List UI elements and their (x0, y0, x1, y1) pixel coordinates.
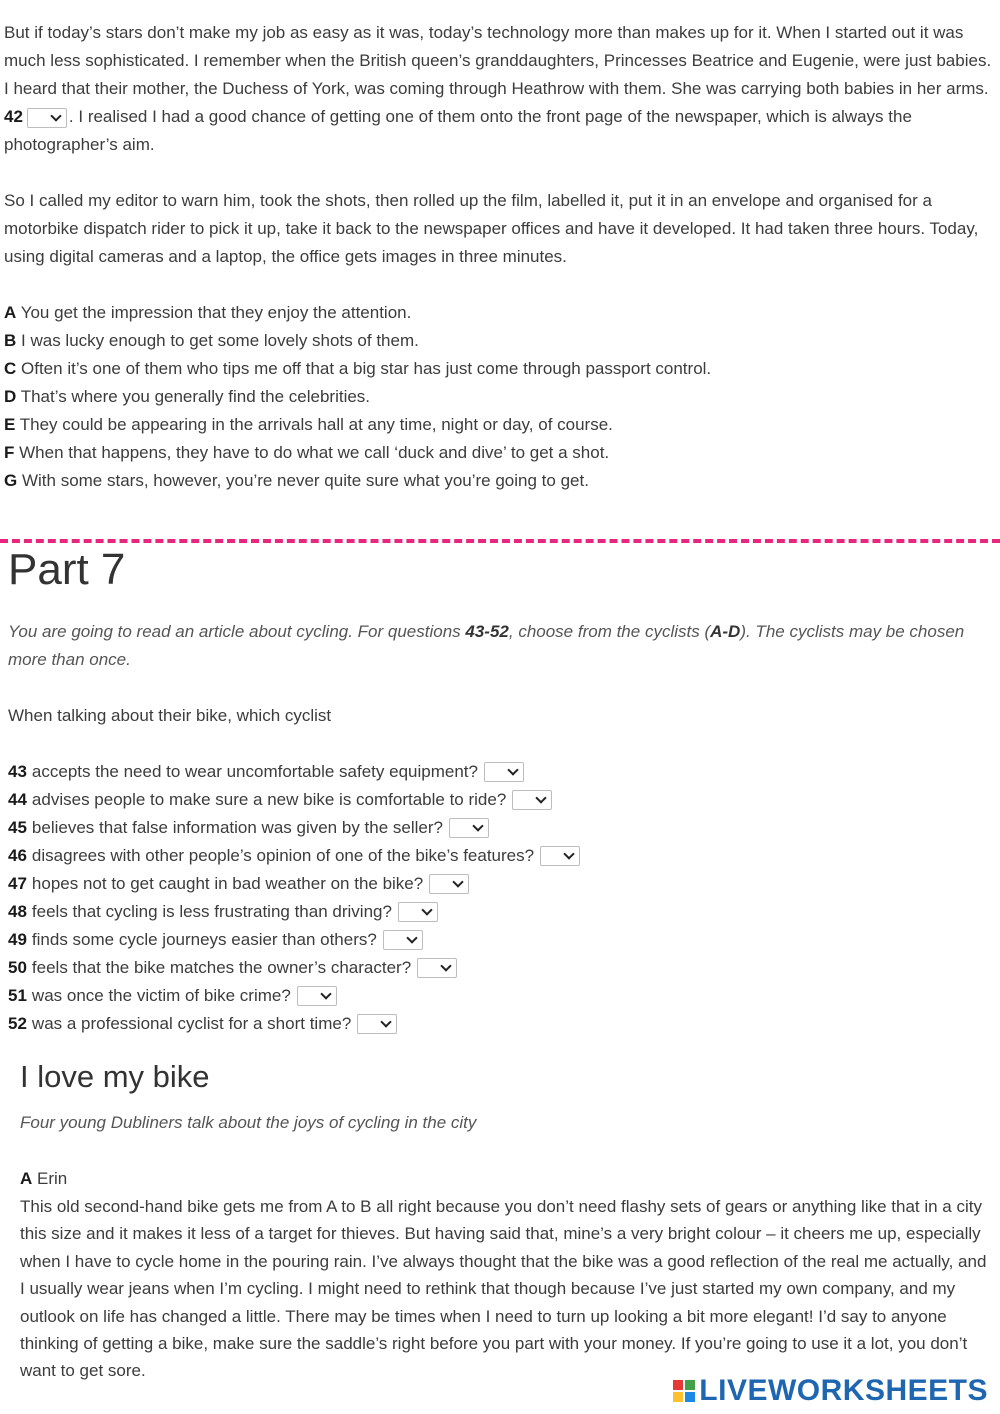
question-row (8, 814, 1000, 842)
option-item (4, 299, 1000, 327)
answer-dropdown[interactable] (540, 846, 580, 866)
article-subtitle: Four young Dubliners talk about the joys of cycling in the city (20, 1113, 477, 1132)
question-row (8, 1010, 1000, 1038)
questions-list (8, 758, 1000, 1038)
instructions-text-a: You are going to read an article about cycling. For questions (8, 622, 466, 641)
instructions-letters: A-D (710, 622, 741, 641)
answer-dropdown[interactable] (383, 930, 423, 950)
question-text: was a professional cyclist for a short time? (31, 1014, 352, 1033)
section-name: Erin (37, 1169, 68, 1188)
option-letter: C (4, 359, 17, 378)
option-letter: F (4, 443, 15, 462)
chevron-down-icon (381, 1016, 392, 1027)
option-text: With some stars, however, you’re never quite sure what you’re going to get. (21, 471, 589, 490)
option-letter: G (4, 471, 18, 490)
option-text: You get the impression that they enjoy the attention. (20, 303, 412, 322)
answer-dropdown[interactable] (417, 958, 457, 978)
question-text: disagrees with other people’s opinion of one of the bike’s features? (31, 846, 535, 865)
paragraph-1-text-a: But if today’s stars don’t make my job as easy as it was, today’s technology more than makes up for it. When I started out it was much less sophisticated. I remember when the British queen’s granddaughters, Princesses Beatrice and Eugenie, were just babies. I heard that their mother, the Duchess of York, was coming through Heathrow with them. She was carrying both babies in her arms. (4, 23, 992, 98)
question-row (8, 926, 1000, 954)
chevron-down-icon (441, 960, 452, 971)
chevron-down-icon (320, 988, 331, 999)
option-text: Often it’s one of them who tips me off that a big star has just come through passport control. (21, 359, 712, 378)
question-text: hopes not to get caught in bad weather on the bike? (31, 874, 424, 893)
chevron-down-icon (421, 904, 432, 915)
option-item (4, 467, 1000, 495)
question-row (8, 758, 1000, 786)
question-lead: When talking about their bike, which cyclist (8, 706, 332, 725)
answer-dropdown[interactable] (484, 762, 524, 782)
question-number: 50 (8, 958, 27, 977)
option-item (4, 439, 1000, 467)
instructions-text-b: , choose from the cyclists ( (508, 622, 711, 641)
answer-dropdown[interactable] (357, 1014, 397, 1034)
option-text: I was lucky enough to get some lovely shots of them. (21, 331, 419, 350)
logo-square-3 (673, 1392, 683, 1402)
question-row (8, 842, 1000, 870)
option-letter: B (4, 331, 17, 350)
chevron-down-icon (472, 820, 483, 831)
liveworksheets-logo (673, 1374, 988, 1408)
option-item (4, 383, 1000, 411)
question-number: 45 (8, 818, 27, 837)
question-row (8, 982, 1000, 1010)
chevron-down-icon (453, 876, 464, 887)
gap-42-dropdown[interactable] (27, 108, 67, 128)
logo-square-4 (685, 1392, 695, 1402)
question-number: 48 (8, 902, 27, 921)
question-number: 44 (8, 790, 27, 809)
chevron-down-icon (406, 932, 417, 943)
option-text: When that happens, they have to do what we call ‘duck and dive’ to get a shot. (19, 443, 610, 462)
question-text: was once the victim of bike crime? (31, 986, 291, 1005)
question-row (8, 786, 1000, 814)
article-title: I love my bike (20, 1059, 210, 1094)
option-letter: D (4, 387, 17, 406)
chevron-down-icon (536, 792, 547, 803)
question-text: feels that cycling is less frustrating than driving? (31, 902, 392, 921)
logo-text: LIVEWORKSHEETS (699, 1374, 988, 1407)
question-number: 47 (8, 874, 27, 893)
question-number: 46 (8, 846, 27, 865)
paragraph-1-text-b: . I realised I had a good chance of getting one of them onto the front page of the newspaper, which is always the photographer’s aim. (4, 107, 912, 154)
question-number: 49 (8, 930, 27, 949)
logo-icon (673, 1380, 695, 1402)
chevron-down-icon (563, 848, 574, 859)
option-letter: A (4, 303, 17, 322)
section-text: This old second-hand bike gets me from A to B all right because you don’t need flashy sets of gears or anything like that in a city this size and it makes it less of a target for thieves. But having said that, mine’s a very bright colour – it cheers me up, especially when I have to cycle home in the pouring rain. I’ve always thought that the bike was a good reflection of the real me actually, and I usually wear jeans when I’m cycling. I might need to rethink that though because I’ve just started my own company, and my outlook on life has changed a little. There may be times when I need to turn up looking a bit more elegant! I’d say to anyone thinking of getting a bike, make sure the saddle’s right before you part with your money. If you’re going to use it a lot, you don’t want to get sore. (20, 1197, 987, 1381)
question-number: 52 (8, 1014, 27, 1033)
instructions-range: 43-52 (465, 622, 509, 641)
answer-dropdown[interactable] (449, 818, 489, 838)
option-item (4, 411, 1000, 439)
question-text: accepts the need to wear uncomfortable safety equipment? (31, 762, 478, 781)
option-item (4, 327, 1000, 355)
gap-number: 42 (4, 107, 23, 126)
question-text: feels that the bike matches the owner’s character? (31, 958, 412, 977)
chevron-down-icon (507, 764, 518, 775)
instructions-text-c: ). The cyclists may be chosen more than once. (8, 622, 965, 669)
part-title: Part 7 (8, 545, 126, 594)
section-heading (20, 1165, 995, 1193)
option-text: They could be appearing in the arrivals hall at any time, night or day, of course. (19, 415, 613, 434)
question-row (8, 954, 1000, 982)
gapped-text-section (4, 19, 1000, 495)
chevron-down-icon (50, 110, 61, 121)
question-number: 51 (8, 986, 27, 1005)
question-row (8, 898, 1000, 926)
paragraph-2: So I called my editor to warn him, took the shots, then rolled up the film, labelled it, put it in an envelope and organised for a motorbike dispatch rider to pick it up, take it back to the newspaper offices and have it developed. It had taken three hours. Today, using digital cameras and a laptop, the office gets images in three minutes. (4, 191, 979, 266)
option-letter: E (4, 415, 16, 434)
logo-square-1 (673, 1380, 683, 1390)
option-text: That’s where you generally find the celebrities. (20, 387, 371, 406)
instructions (8, 618, 1000, 674)
option-item (4, 355, 1000, 383)
question-row (8, 870, 1000, 898)
part7-section (8, 618, 1000, 1038)
article (20, 1057, 995, 1385)
answer-dropdown[interactable] (398, 902, 438, 922)
section-letter: A (20, 1169, 33, 1188)
question-text: advises people to make sure a new bike is comfortable to ride? (31, 790, 507, 809)
logo-square-2 (685, 1380, 695, 1390)
options-list (4, 299, 1000, 495)
question-text: finds some cycle journeys easier than others? (31, 930, 377, 949)
answer-dropdown[interactable] (429, 874, 469, 894)
paragraph-1 (4, 19, 1000, 159)
answer-dropdown[interactable] (297, 986, 337, 1006)
answer-dropdown[interactable] (512, 790, 552, 810)
question-text: believes that false information was given by the seller? (31, 818, 443, 837)
section-divider (0, 539, 1000, 543)
question-number: 43 (8, 762, 27, 781)
